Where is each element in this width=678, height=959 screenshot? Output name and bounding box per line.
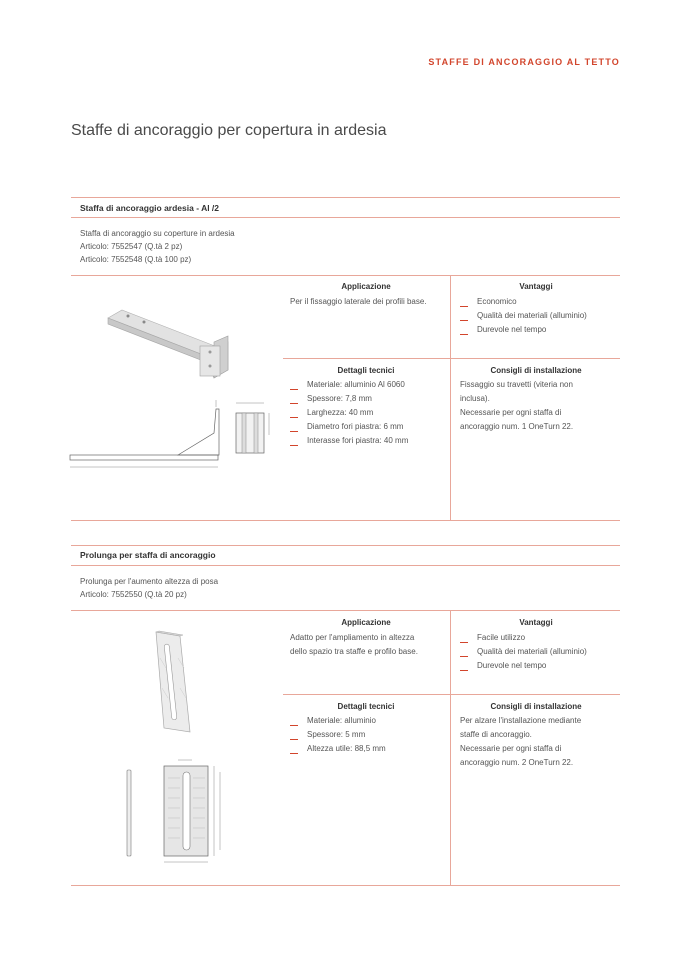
product-description: Prolunga per l'aumento altezza di posa Articolo: 7552550 (Q.tà 20 pz) (80, 577, 219, 599)
extension-plate-photo (150, 628, 200, 738)
list-item: Facile utilizzo (460, 631, 587, 645)
list-item: Spessore: 5 mm (290, 728, 386, 742)
list-item: Larghezza: 40 mm (290, 406, 408, 420)
product-title: Prolunga per staffa di ancoraggio (80, 550, 216, 560)
list-item: Interasse fori piastra: 40 mm (290, 434, 408, 448)
list-item: Qualità dei materiali (alluminio) (460, 645, 587, 659)
list-item: Altezza utile: 88,5 mm (290, 742, 386, 756)
applicazione-text: Adatto per l'ampliamento in altezza dello spazio tra staffe e profilo base. (290, 633, 418, 656)
vantaggi-list (460, 295, 587, 337)
vantaggi-list (460, 631, 587, 673)
vantaggi-heading: Vantaggi (519, 618, 553, 627)
list-item: Durevole nel tempo (460, 659, 587, 673)
divider (71, 275, 620, 276)
page-title: Staffe di ancoraggio per copertura in ardesia (71, 122, 387, 139)
divider (283, 358, 620, 359)
divider (71, 610, 620, 611)
bracket-photo (100, 300, 240, 390)
dettagli-heading: Dettagli tecnici (337, 702, 395, 711)
divider (71, 520, 620, 521)
applicazione-heading: Applicazione (341, 282, 391, 291)
vantaggi-heading: Vantaggi (519, 282, 553, 291)
bracket-technical-drawing (66, 395, 276, 470)
dettagli-list (290, 378, 408, 448)
extension-plate-technical-drawing (120, 758, 230, 868)
dettagli-list (290, 714, 386, 756)
product-title: Staffa di ancoraggio ardesia - Al /2 (80, 203, 220, 213)
applicazione-heading: Applicazione (341, 618, 391, 627)
dettagli-heading: Dettagli tecnici (337, 366, 395, 375)
column-divider (450, 275, 451, 520)
consigli-text: Fissaggio su travetti (viteria non inclusa). Necessarie per ogni staffa di ancoraggio num. 1 OneTurn 22. (460, 380, 574, 431)
applicazione-text: Per il fissaggio laterale dei profili base. (290, 297, 427, 306)
divider (71, 545, 620, 546)
list-item: Economico (460, 295, 587, 309)
divider (71, 197, 620, 198)
divider (283, 694, 620, 695)
consigli-text: Per alzare l'installazione mediante staffe di ancoraggio. Necessarie per ogni staffa di ancoraggio num. 2 OneTurn 22. (460, 716, 582, 767)
list-item: Durevole nel tempo (460, 323, 587, 337)
list-item: Diametro fori piastra: 6 mm (290, 420, 408, 434)
list-item: Qualità dei materiali (alluminio) (460, 309, 587, 323)
consigli-heading: Consigli di installazione (490, 702, 582, 711)
product-description: Staffa di ancoraggio su coperture in ardesia Articolo: 7552547 (Q.tà 2 pz) Articolo: 7552548 (Q.tà 100 pz) (80, 229, 235, 264)
section-header-label: STAFFE DI ANCORAGGIO AL TETTO (428, 57, 620, 67)
consigli-heading: Consigli di installazione (490, 366, 582, 375)
list-item: Spessore: 7,8 mm (290, 392, 408, 406)
divider (71, 565, 620, 566)
list-item: Materiale: alluminio Al 6060 (290, 378, 408, 392)
column-divider (450, 610, 451, 885)
divider (71, 217, 620, 218)
list-item: Materiale: alluminio (290, 714, 386, 728)
divider (71, 885, 620, 886)
